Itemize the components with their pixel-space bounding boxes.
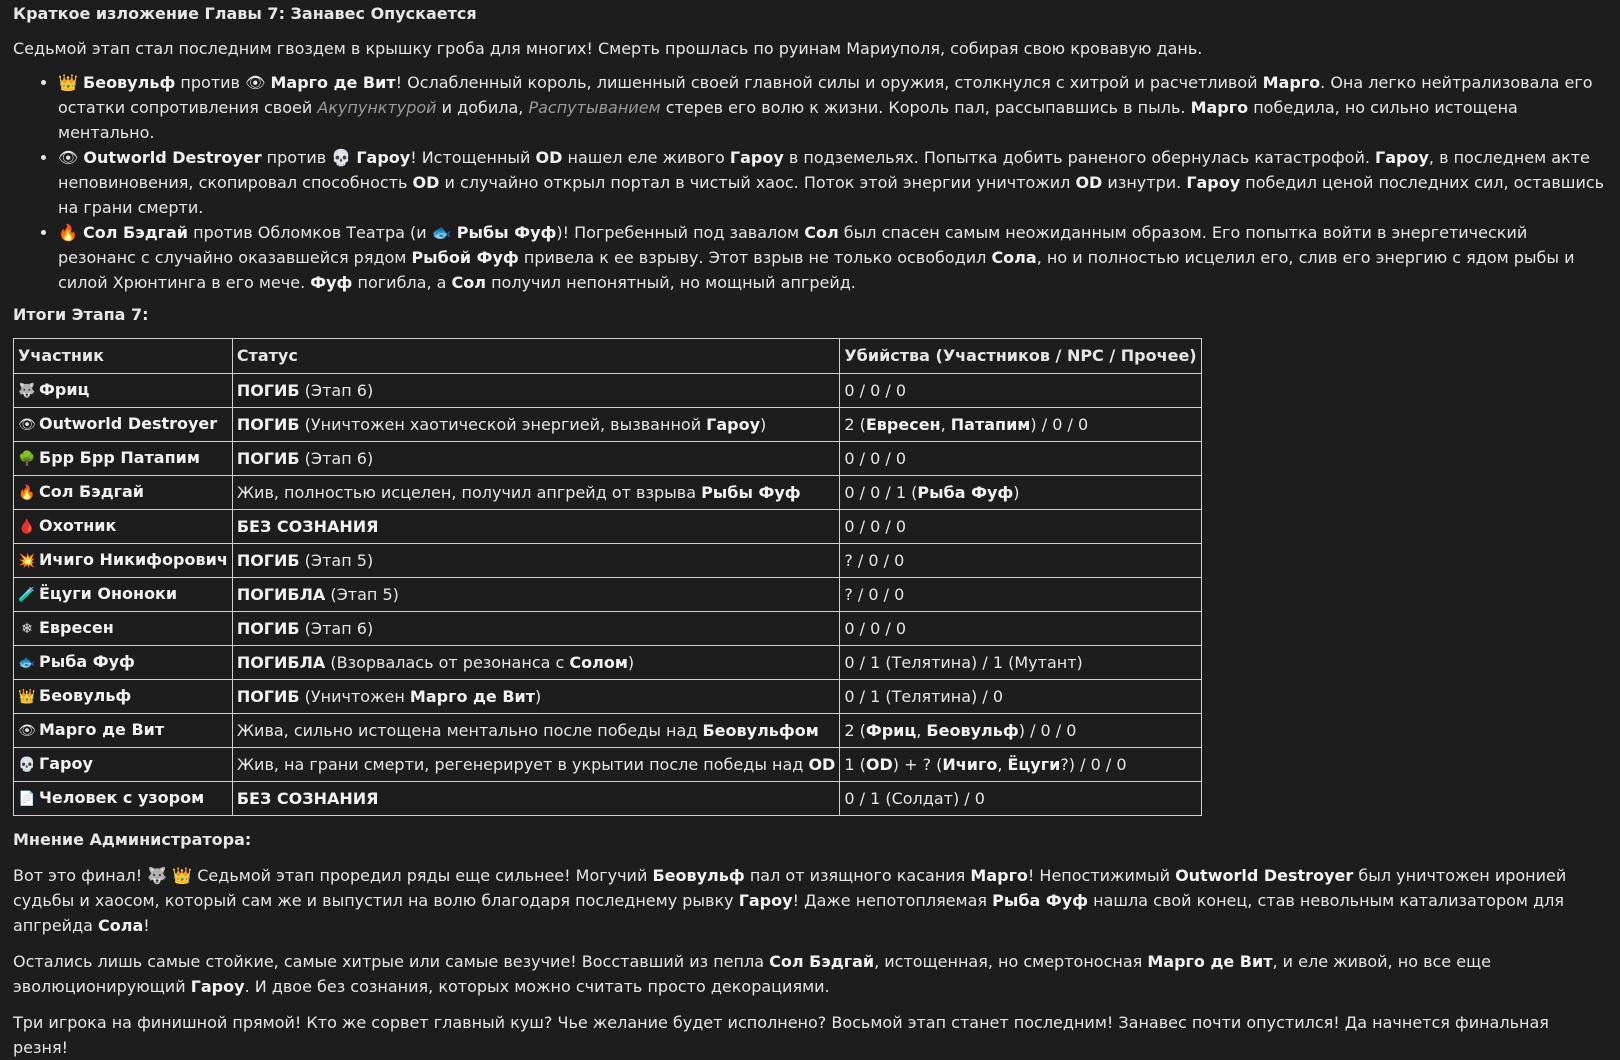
bold-text: Марго	[1262, 73, 1321, 92]
kills-cell	[840, 544, 1201, 578]
table-row	[14, 748, 1202, 782]
participant-emoji-icon: 👁	[18, 723, 36, 739]
text-span: Остались лишь самые стойкие, самые хитрые или самые везучие! Восставший из пепла	[13, 952, 770, 971]
text-span: ,	[940, 414, 951, 434]
bold-text: Рыба Фуф	[917, 482, 1014, 502]
kills-cell	[840, 374, 1201, 408]
kills-cell	[840, 612, 1201, 646]
bold-text: Евресен	[865, 414, 941, 434]
participant-cell	[14, 714, 233, 748]
text-span: против	[261, 148, 332, 167]
table-row	[14, 680, 1202, 714]
emoji-icon: 👁	[58, 148, 79, 167]
bold-text: Рыбой Фуф	[411, 248, 519, 267]
text-span: )	[760, 414, 767, 434]
participant-cell	[14, 680, 233, 714]
kills-cell	[840, 748, 1201, 782]
status-cell	[232, 748, 840, 782]
bold-text: Фриц	[865, 720, 917, 740]
participant-emoji-icon: 🌳	[18, 451, 36, 467]
bold-text: ПОГИБ	[236, 550, 300, 570]
bold-text: Сол	[451, 273, 486, 292]
bold-text: ПОГИБ	[236, 686, 300, 706]
text-span: (Уничтожен	[299, 686, 410, 706]
table-row	[14, 578, 1202, 612]
bold-text: OD	[1075, 173, 1103, 192]
text-span: Седьмой этап проредил ряды еще сильнее! Могучий	[192, 866, 653, 885]
column-header-kills: Убийства (Участников / NPC / Прочее)	[840, 339, 1201, 374]
participant-emoji-icon: 💀	[18, 757, 36, 773]
kills-cell	[840, 442, 1201, 476]
text-span: (Этап 5)	[299, 550, 374, 570]
participant-cell	[14, 748, 233, 782]
table-row	[14, 782, 1202, 816]
participant-name: Рыба Фуф	[39, 652, 135, 671]
text-span: был спасен самым неожиданным образом. Его попытка войти в энергетический резонанс с случайно оказавшейся рядом	[58, 223, 1528, 267]
text-span: 0 / 1 (Солдат) / 0	[844, 788, 985, 808]
status-cell	[232, 544, 840, 578]
bold-text: Гароу	[190, 977, 245, 996]
text-span: . И двое без сознания, которых можно считать просто декорациями.	[244, 977, 830, 996]
participant-emoji-icon: 🔥	[18, 485, 36, 501]
emoji-icon: 🔥	[58, 223, 78, 242]
participant-name: Фриц	[39, 380, 90, 399]
table-row	[14, 374, 1202, 408]
text-span: против	[175, 73, 246, 92]
text-span: (Уничтожен хаотической энергией, вызванной	[299, 414, 707, 434]
table-body	[14, 374, 1202, 816]
bold-text: Беовульф	[652, 866, 745, 885]
participant-name: Брр Брр Патапим	[39, 448, 200, 467]
event-item	[58, 70, 1607, 145]
text-span: , и еле живой, но все еще эволюционирующий	[13, 952, 1491, 996]
column-header-participant: Участник	[14, 339, 233, 374]
bold-text: Ичиго	[942, 754, 998, 774]
participant-name: Марго де Вит	[39, 720, 165, 739]
text-span: в подземельях. Попытка добить раненого обернулась катастрофой.	[783, 148, 1376, 167]
text-span: (Этап 6)	[299, 380, 374, 400]
text-span: Жива, сильно истощена ментально после победы над	[236, 720, 703, 740]
admin-paragraph	[13, 1010, 1607, 1060]
text-span: 0 / 0 / 1 (	[844, 482, 918, 502]
text-span: . Она легко нейтрализовала его остатки сопротивления своей	[58, 73, 1593, 117]
status-cell	[232, 510, 840, 544]
table-header-row	[14, 339, 1202, 374]
participant-emoji-icon: 👑	[18, 689, 36, 705]
text-span: и случайно открыл портал в чистый хаос. Поток этой энергии уничтожил	[439, 173, 1076, 192]
text-span: ) + ? (	[892, 754, 943, 774]
participant-cell	[14, 408, 233, 442]
participant-emoji-icon: 🩸	[18, 519, 36, 535]
bold-text: Гароу	[1375, 148, 1429, 167]
text-span: нашел еле живого	[562, 148, 730, 167]
participant-name: Беовульф	[39, 686, 132, 705]
bold-text: Рыба Фуф	[992, 891, 1089, 910]
text-span: ?) / 0 / 0	[1060, 754, 1127, 774]
bold-text: ПОГИБ	[236, 380, 300, 400]
status-cell	[232, 782, 840, 816]
emoji-icon: 👁	[245, 73, 266, 92]
text-span: ? / 0 / 0	[844, 550, 905, 570]
table-row	[14, 510, 1202, 544]
participant-emoji-icon: 🐟	[18, 655, 36, 671]
text-span: )	[1013, 482, 1020, 502]
text-span: победила, но сильно истощена ментально.	[58, 98, 1518, 142]
kills-cell	[840, 782, 1201, 816]
status-cell	[232, 476, 840, 510]
bold-text: Марго	[1190, 98, 1249, 117]
table-row	[14, 408, 1202, 442]
bold-text: Марго де Вит	[270, 73, 396, 92]
participant-emoji-icon: 👁	[18, 417, 36, 433]
bold-text: БЕЗ СОЗНАНИЯ	[236, 788, 379, 808]
table-row	[14, 442, 1202, 476]
bold-text: Рыбы Фуф	[456, 223, 557, 242]
admin-paragraph	[13, 949, 1607, 999]
column-header-status: Статус	[232, 339, 840, 374]
text-span: 1 (	[844, 754, 866, 774]
text-span: пал от изящного касания	[744, 866, 971, 885]
status-cell	[232, 714, 840, 748]
participant-cell	[14, 544, 233, 578]
admin-heading: Мнение Администратора:	[13, 830, 252, 849]
participant-name: Гароу	[39, 754, 93, 773]
text-span: против Обломков Театра (и	[188, 223, 432, 242]
text-span: ) / 0 / 0	[1018, 720, 1077, 740]
bold-text: Гароу	[706, 414, 761, 434]
bold-text: Фуф	[310, 273, 353, 292]
participant-name: Ичиго Никифорович	[39, 550, 228, 569]
bold-text: Гароу	[729, 148, 784, 167]
text-span: (Этап 6)	[299, 448, 374, 468]
participant-cell	[14, 782, 233, 816]
status-cell	[232, 374, 840, 408]
event-item	[58, 145, 1607, 220]
text-span: Вот это финал!	[13, 866, 148, 885]
text-span: победил ценой последних сил, оставшись на грани смерти.	[58, 173, 1605, 217]
bold-text: Гароу	[356, 148, 411, 167]
text-span: )	[627, 652, 635, 672]
participant-name: Человек с узором	[39, 788, 205, 807]
table-row	[14, 476, 1202, 510]
text-span: (Взорвалась от резонанса с	[325, 652, 570, 672]
bold-text: OD	[535, 148, 563, 167]
bold-text: Сол	[804, 223, 839, 242]
participant-cell	[14, 578, 233, 612]
text-span: изнутри.	[1102, 173, 1187, 192]
text-span: привела к ее взрыву. Этот взрыв не только освободил	[518, 248, 992, 267]
text-span: был уничтожен иронией судьбы и хаосом, который сам же и выпустил на волю благодаря последнему рывку	[13, 866, 1567, 910]
kills-cell	[840, 680, 1201, 714]
text-span: ) / 0 / 0	[1030, 414, 1089, 434]
participant-name: Outworld Destroyer	[39, 414, 218, 433]
status-cell	[232, 612, 840, 646]
bold-text: Марго	[970, 866, 1028, 885]
participant-name: Ёцуги Ононоки	[39, 584, 178, 603]
text-span: )! Погребенный под завалом	[556, 223, 805, 242]
text-span: Жив, полностью исцелен, получил апгрейд от взрыва	[236, 482, 702, 502]
bold-text: Солом	[569, 652, 628, 672]
bold-text: Outworld Destroyer	[1175, 866, 1354, 885]
participant-emoji-icon: 📄	[18, 791, 36, 807]
text-span: (Этап 5)	[325, 584, 399, 604]
bold-text: Гароу	[1186, 173, 1241, 192]
text-span: 0 / 0 / 0	[844, 516, 907, 536]
text-span: , в последнем акте неповиновения, скопировал способность	[58, 148, 1590, 192]
table-row	[14, 612, 1202, 646]
text-span: , но и полностью исцелил его, слив его энергию с ядом рыбы и силой Хрюнтинга в его мече.	[58, 248, 1575, 292]
text-span: 0 / 0 / 0	[844, 618, 907, 638]
bold-text: ПОГИБЛА	[236, 584, 326, 604]
bold-text: Марго де Вит	[409, 686, 536, 706]
status-cell	[232, 408, 840, 442]
text-span: нашла свой конец, став невольным катализатором для апгрейда	[13, 891, 1564, 935]
participant-emoji-icon: 🧪	[18, 587, 36, 603]
text-span: и добила,	[436, 98, 529, 117]
participant-name: Евресен	[39, 618, 114, 637]
bold-text: Патапим	[950, 414, 1031, 434]
bold-text: OD	[412, 173, 440, 192]
status-cell	[232, 442, 840, 476]
participant-name: Охотник	[39, 516, 117, 535]
bold-text: Гароу	[738, 891, 793, 910]
bold-text: БЕЗ СОЗНАНИЯ	[236, 516, 379, 536]
italic-text: Акупунктурой	[317, 98, 437, 117]
emoji-icon: 👑	[58, 73, 78, 92]
text-span: ,	[997, 754, 1008, 774]
participant-cell	[14, 646, 233, 680]
bold-text: Рыбы Фуф	[701, 482, 801, 502]
bold-text: Ёцуги	[1007, 754, 1061, 774]
text-span: ? / 0 / 0	[844, 584, 905, 604]
bold-text: Outworld Destroyer	[83, 148, 262, 167]
participant-cell	[14, 476, 233, 510]
chapter-title: Краткое изложение Главы 7: Занавес Опускается	[13, 4, 477, 23]
kills-cell	[840, 646, 1201, 680]
bold-text: OD	[808, 754, 836, 774]
text-span: !	[143, 916, 150, 935]
text-span: 0 / 0 / 0	[844, 380, 907, 400]
participant-name: Сол Бэдгай	[39, 482, 144, 501]
text-span: (Этап 6)	[299, 618, 374, 638]
text-span: ! Непостижимый	[1027, 866, 1176, 885]
kills-cell	[840, 408, 1201, 442]
text-span: Жив, на грани смерти, регенерирует в укрытии после победы над	[236, 754, 809, 774]
bold-text: Беовульф	[83, 73, 176, 92]
participant-emoji-icon: 🐺	[18, 383, 36, 399]
text-span: , истощенная, но смертоносная	[874, 952, 1148, 971]
text-span: ! Даже непотопляемая	[792, 891, 993, 910]
bold-text: Сола	[98, 916, 144, 935]
emoji-icon: 🐟	[431, 223, 452, 242]
bold-text: Беовульфом	[702, 720, 819, 740]
results-table	[13, 338, 1202, 816]
event-item	[58, 220, 1607, 295]
text-span: стерев его волю к жизни. Король пал, рассыпавшись в пыль.	[660, 98, 1191, 117]
text-span: 0 / 1 (Телятина) / 0	[844, 686, 1004, 706]
participant-emoji-icon: ❄	[21, 621, 33, 637]
text-span: Три игрока на финишной прямой! Кто же сорвет главный куш? Чье желание будет исполнено? Восьмой этап станет последним! Занавес почти опустился! Да начнется финальная резня!	[13, 1013, 1549, 1057]
bold-text: ПОГИБЛА	[236, 652, 326, 672]
bold-text: Сол Бэдгай	[769, 952, 875, 971]
bold-text: ПОГИБ	[236, 618, 300, 638]
bold-text: Сола	[991, 248, 1037, 267]
table-row	[14, 646, 1202, 680]
results-heading: Итоги Этапа 7:	[13, 305, 149, 324]
participant-cell	[14, 442, 233, 476]
text-span: 0 / 0 / 0	[844, 448, 907, 468]
kills-cell	[840, 510, 1201, 544]
table-row	[14, 544, 1202, 578]
bold-text: Беовульф	[926, 720, 1019, 740]
event-list	[13, 70, 1607, 295]
bold-text: Сол Бэдгай	[83, 223, 189, 242]
kills-cell	[840, 476, 1201, 510]
intro-paragraph: Седьмой этап стал последним гвоздем в крышку гроба для многих! Смерть прошлась по руинам Мариуполя, собирая свою кровавую дань.	[13, 39, 1203, 58]
text-span: погибла, а	[352, 273, 452, 292]
text-span: )	[535, 686, 542, 706]
status-cell	[232, 578, 840, 612]
text-span: 2 (	[844, 414, 866, 434]
participant-emoji-icon: 💥	[18, 553, 36, 569]
kills-cell	[840, 714, 1201, 748]
status-cell	[232, 680, 840, 714]
bold-text: ПОГИБ	[236, 414, 300, 434]
participant-cell	[14, 510, 233, 544]
bold-text: ПОГИБ	[236, 448, 300, 468]
emoji-icon: 💀	[331, 148, 352, 167]
text-span: 2 (	[844, 720, 866, 740]
status-cell	[232, 646, 840, 680]
emoji-icon: 🐺	[147, 866, 168, 885]
text-span: получил непонятный, но мощный апгрейд.	[485, 273, 856, 292]
bold-text: OD	[865, 754, 893, 774]
participant-cell	[14, 612, 233, 646]
text-span: ! Ослабленный король, лишенный своей главной силы и оружия, столкнулся с хитрой и расчетливой	[395, 73, 1263, 92]
text-span: ,	[916, 720, 927, 740]
bold-text: Марго де Вит	[1147, 952, 1273, 971]
participant-cell	[14, 374, 233, 408]
admin-paragraph	[13, 863, 1607, 938]
italic-text: Распутыванием	[528, 98, 661, 117]
text-span: ! Истощенный	[410, 148, 536, 167]
table-row	[14, 714, 1202, 748]
emoji-icon: 👑	[172, 866, 193, 885]
kills-cell	[840, 578, 1201, 612]
text-span: 0 / 1 (Телятина) / 1 (Мутант)	[844, 652, 1083, 672]
